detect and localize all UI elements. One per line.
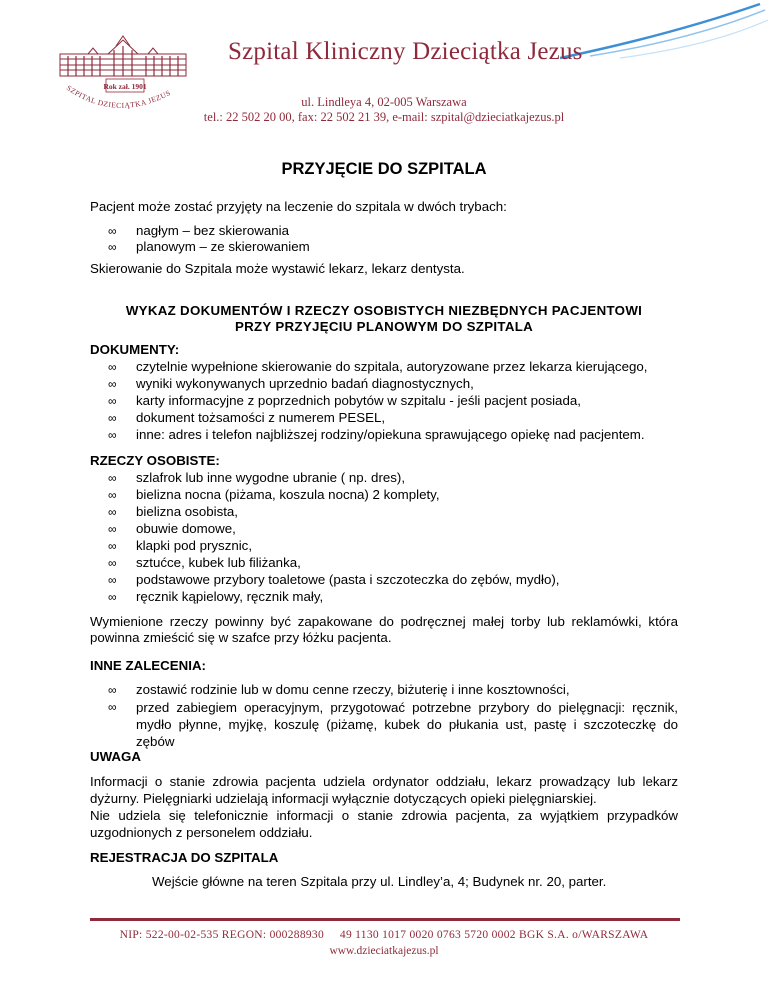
document-item: wyniki wykonywanych uprzednio badań diagnostycznych, [136,376,474,391]
other-heading: INNE ZALECENIA: [90,658,206,673]
document-item: czytelnie wypełnione skierowanie do szpitala, autoryzowane przez lekarza kierującego, [136,359,648,374]
warning-para1: Informacji o stanie zdrowia pacjenta udziela ordynator oddziału, lekarz prowadzący lub lekarz dyżurny. Pielęgniarki udzielają informacji wyłącznie dotyczących opieki pielęgniarskiej. [90,774,678,806]
bullet-icon: ∞ [108,471,117,485]
personal-heading: RZECZY OSOBISTE: [90,453,220,468]
document-item: karty informacyjne z poprzednich pobytów w szpitalu - jeśli pacjent posiada, [136,393,581,408]
bullet-icon: ∞ [108,360,117,374]
registration-heading: REJESTRACJA DO SZPITALA [90,850,279,865]
bullet-icon: ∞ [108,590,117,604]
documents-heading: DOKUMENTY: [90,342,180,357]
hospital-address: ul. Lindleya 4, 02-005 Warszawa [301,95,467,109]
personal-item: bielizna osobista, [136,504,239,519]
bullet-icon: ∞ [108,224,117,238]
bullet-icon: ∞ [108,539,117,553]
personal-item: obuwie domowe, [136,521,236,536]
mode-item: planowym – ze skierowaniem [136,239,310,254]
bullet-icon: ∞ [108,428,117,442]
personal-item: bielizna nocna (piżama, koszula nocna) 2 komplety, [136,487,440,502]
hospital-name: Szpital Kliniczny Dzieciątka Jezus [228,38,583,65]
personal-item: ręcznik kąpielowy, ręcznik mały, [136,589,324,604]
other-item: zostawić rodzinie lub w domu cenne rzeczy, biżuterię i inne kosztowności, [136,682,570,697]
warning-para2: Nie udziela się telefonicznie informacji o stanie zdrowia pacjenta, za wyjątkiem przypadków uzgodnionych z personelem oddziału. [90,808,678,840]
personal-item: podstawowe przybory toaletowe (pasta i szczoteczka do zębów, mydło), [136,572,560,587]
logo-arc-text: SZPITAL DZIECIĄTKA JEZUS [64,83,173,110]
footer-website[interactable]: www.dzieciatkajezus.pl [329,945,439,957]
bullet-icon: ∞ [108,394,117,408]
footer-ids: NIP: 522-00-02-535 REGON: 000288930 49 1130 1017 0020 0763 5720 0002 BGK S.A. o/WARSZAWA [119,929,649,941]
bullet-icon: ∞ [108,683,117,697]
mode-item: nagłym – bez skierowania [136,223,289,238]
other-item: przed zabiegiem operacyjnym, przygotować potrzebne przybory do pielęgnacji: ręcznik, mydło płynne, myjkę, koszulę (piżamę, kubek do płukania ust, pastę i szczoteczkę do zębów [136,700,678,749]
bullet-icon: ∞ [108,573,117,587]
bullet-icon: ∞ [108,505,117,519]
personal-item: sztućce, kubek lub filiżanka, [136,555,301,570]
bullet-icon: ∞ [108,411,117,425]
packing-note: Wymienione rzeczy powinny być zapakowane do podręcznej małej torby lub reklamówki, która powinna zmieścić się w szafce przy łóżku pacjenta. [90,614,678,645]
referral-note: Skierowanie do Szpitala może wystawić lekarz, lekarz dentysta. [90,261,465,276]
document-item: inne: adres i telefon najbliższej rodziny/opiekuna sprawującego opiekę nad pacjentem. [136,427,645,442]
hospital-contact: tel.: 22 502 20 00, fax: 22 502 21 39, e-mail: szpital@dzieciatkajezus.pl [203,110,565,124]
decorative-swoosh [560,0,768,60]
bullet-icon: ∞ [108,522,117,536]
warning-heading: UWAGA [90,749,141,764]
intro-lead: Pacjent może zostać przyjęty na leczenie do szpitala w dwóch trybach: [90,199,507,214]
list-heading-line1: WYKAZ DOKUMENTÓW I RZECZY OSOBISTYCH NIEZBĘDNYCH PACJENTOWI [125,303,643,318]
logo-year: Rok zał. 1901 [103,82,147,91]
bullet-icon: ∞ [108,700,117,714]
personal-item: klapki pod prysznic, [136,538,253,553]
bullet-icon: ∞ [108,488,117,502]
document-item: dokument tożsamości z numerem PESEL, [136,410,386,425]
list-heading-line2: PRZY PRZYJĘCIU PLANOWYM DO SZPITALA [234,319,534,334]
bullet-icon: ∞ [108,240,117,254]
bullet-icon: ∞ [108,556,117,570]
registration-text: Wejście główne na teren Szpitala przy ul. Lindley’a, 4; Budynek nr. 20, parter. [152,874,607,889]
bullet-icon: ∞ [108,377,117,391]
page-title: PRZYJĘCIE DO SZPITALA [281,160,487,178]
footer-divider [90,918,680,921]
personal-item: szlafrok lub inne wygodne ubranie ( np. dres), [136,470,406,485]
